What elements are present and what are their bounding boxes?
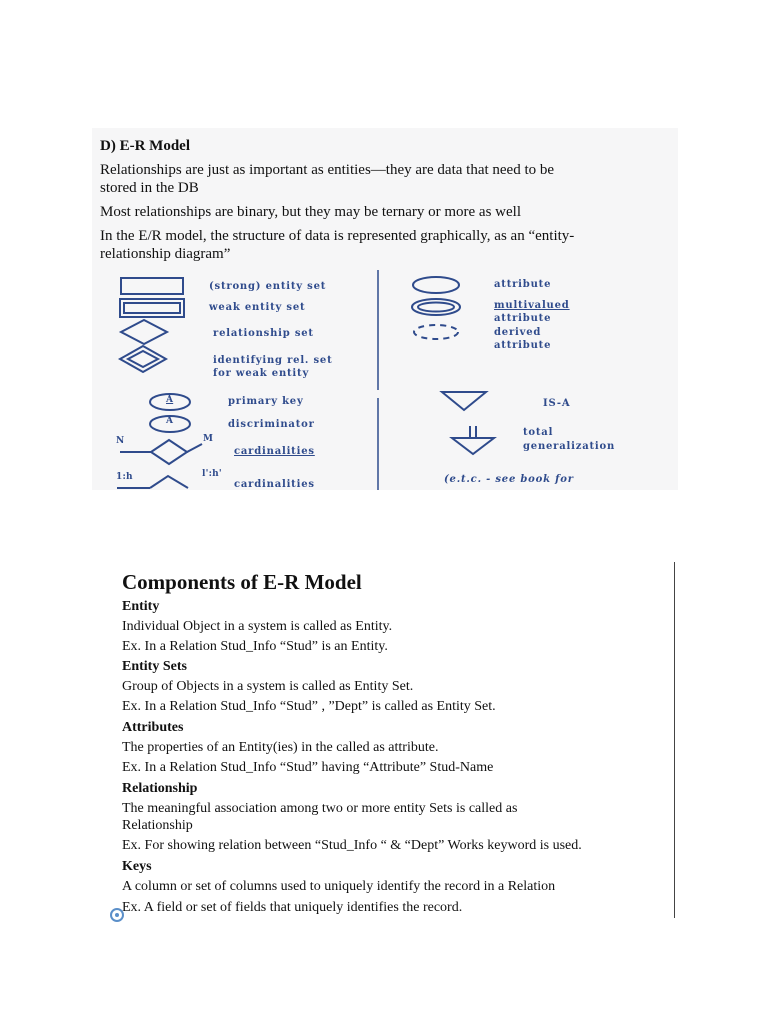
discriminator-symbol-letter: A — [166, 416, 174, 426]
cardinality-1h-prime-label: l':h' — [202, 469, 222, 479]
cardinalities-label-2: cardinalities — [234, 479, 315, 490]
entity-sets-heading: Entity Sets — [122, 659, 187, 674]
cardinality-1h-label: 1:h — [116, 472, 133, 482]
multivalued-inner-symbol — [418, 303, 454, 312]
page-right-rule — [674, 562, 675, 918]
relationship-label: relationship set — [213, 328, 314, 339]
relationship-example: Ex. For showing relation between “Stud_Info “ & “Dept” Works keyword is used. — [122, 838, 582, 853]
multivalued-label-2: attribute — [494, 313, 552, 324]
primary-key-symbol-letter: A — [166, 395, 174, 405]
relationship-symbol — [121, 320, 167, 344]
paragraph-line: Most relationships are binary, but they may be ternary or more as well — [100, 204, 521, 220]
keys-definition: A column or set of columns used to uniquely identify the record in a Relation — [122, 879, 556, 894]
cardinalities-label-1: cardinalities — [234, 446, 315, 457]
identifying-rel-inner-symbol — [128, 351, 158, 367]
attributes-definition: The properties of an Entity(ies) in the called as attribute. — [122, 740, 439, 755]
attribute-label: attribute — [494, 279, 552, 290]
total-label-1: total — [523, 427, 554, 438]
relationship-definition-1: The meaningful association among two or more entity Sets is called as — [122, 801, 518, 816]
multivalued-label-1: multivalued — [494, 300, 570, 311]
attributes-example: Ex. In a Relation Stud_Info “Stud” having “Attribute” Stud-Name — [122, 760, 494, 775]
attribute-symbol — [413, 277, 459, 293]
etc-label: (e.t.c. - see book for — [444, 474, 574, 485]
entity-example: Ex. In a Relation Stud_Info “Stud” is an Entity. — [122, 639, 388, 654]
legend-symbols — [92, 270, 678, 490]
components-section — [112, 560, 674, 922]
relationship-heading: Relationship — [122, 781, 198, 796]
paragraph-line: Relationships are just as important as entities—they are data that need to be — [100, 162, 555, 178]
keys-heading: Keys — [122, 859, 152, 874]
keys-example: Ex. A field or set of fields that uniquely identifies the record. — [122, 900, 463, 915]
strong-entity-label: (strong) entity set — [209, 281, 327, 292]
discriminator-label: discriminator — [228, 419, 315, 430]
components-title: Components of E-R Model — [122, 570, 362, 594]
derived-label-2: attribute — [494, 340, 552, 351]
multivalued-outer-symbol — [412, 299, 460, 315]
entity-heading: Entity — [122, 599, 160, 614]
cardinality-m-label: M — [203, 434, 214, 444]
er-model-section — [92, 128, 678, 490]
derived-label-1: derived — [494, 327, 542, 338]
entity-definition: Individual Object in a system is called as Entity. — [122, 619, 393, 634]
cardinality2-diamond — [150, 476, 188, 488]
cardinality-n-label: N — [116, 436, 125, 446]
section-title: D) E-R Model — [100, 138, 190, 154]
isa-symbol — [442, 392, 486, 410]
total-label-2: generalization — [523, 441, 616, 452]
paragraph-line: relationship diagram” — [100, 246, 231, 262]
derived-symbol — [414, 325, 458, 339]
identifying-rel-label-2: for weak entity — [213, 368, 310, 379]
isa-label: IS-A — [543, 398, 571, 409]
cardinality-diamond — [151, 440, 187, 464]
total-generalization-symbol — [452, 438, 494, 454]
er-notation-legend — [92, 270, 678, 490]
paragraph-line: In the E/R model, the structure of data is represented graphically, as an “entity- — [100, 228, 575, 244]
relationship-definition-2: Relationship — [122, 818, 193, 833]
cardinality-line-right — [187, 444, 202, 452]
weak-entity-outer-symbol — [120, 299, 184, 317]
watermark-logo — [96, 902, 176, 922]
paragraph-line: stored in the DB — [100, 180, 199, 196]
entity-sets-definition: Group of Objects in a system is called as Entity Set. — [122, 679, 414, 694]
entity-sets-example: Ex. In a Relation Stud_Info “Stud” , ”Dept” is called as Entity Set. — [122, 699, 496, 714]
attributes-heading: Attributes — [122, 720, 184, 735]
weak-entity-label: weak entity set — [209, 302, 306, 313]
weak-entity-inner-symbol — [124, 303, 180, 313]
identifying-rel-label-1: identifying rel. set — [213, 355, 333, 366]
primary-key-label: primary key — [228, 396, 304, 407]
strong-entity-symbol — [121, 278, 183, 294]
